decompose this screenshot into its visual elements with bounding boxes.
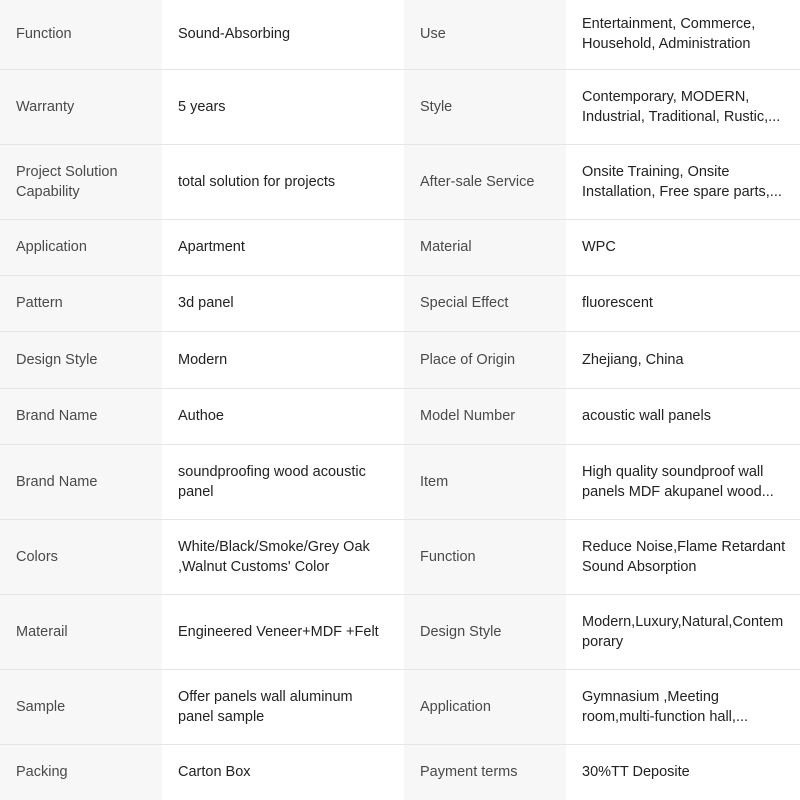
spec-value: fluorescent [566,275,800,331]
spec-label: Special Effect [404,275,566,331]
spec-value: Carton Box [162,744,404,800]
spec-label: Material [404,219,566,275]
spec-label: Packing [0,744,162,800]
spec-value: Offer panels wall aluminum panel sample [162,669,404,744]
table-row [0,744,800,800]
spec-value: 30%TT Deposite [566,744,800,800]
spec-label: Warranty [0,69,162,144]
table-row [0,444,800,519]
spec-value: total solution for projects [162,144,404,219]
spec-label: After-sale Service [404,144,566,219]
spec-label: Project Solution Capability [0,144,162,219]
spec-value: Contemporary, MODERN, Industrial, Traditional, Rustic,... [566,69,800,144]
spec-value: Reduce Noise,Flame Retardant Sound Absorption [566,519,800,594]
spec-label: Payment terms [404,744,566,800]
spec-value: 3d panel [162,275,404,331]
spec-value: Entertainment, Commerce, Household, Administration [566,0,800,69]
table-row [0,144,800,219]
table-row [0,669,800,744]
spec-label: Design Style [404,594,566,669]
spec-label: Brand Name [0,444,162,519]
spec-value: Apartment [162,219,404,275]
spec-value: WPC [566,219,800,275]
table-row [0,594,800,669]
spec-label: Design Style [0,331,162,388]
spec-label: Style [404,69,566,144]
spec-label: Item [404,444,566,519]
spec-value: High quality soundproof wall panels MDF akupanel wood... [566,444,800,519]
spec-label: Application [0,219,162,275]
table-row [0,0,800,69]
table-row [0,519,800,594]
table-row [0,388,800,444]
table-row [0,219,800,275]
spec-label: Colors [0,519,162,594]
spec-label: Model Number [404,388,566,444]
spec-label: Sample [0,669,162,744]
table-row [0,331,800,388]
spec-label: Place of Origin [404,331,566,388]
spec-label: Function [404,519,566,594]
spec-value: Gymnasium ,Meeting room,multi-function hall,... [566,669,800,744]
spec-value: Authoe [162,388,404,444]
spec-label: Function [0,0,162,69]
spec-value: Onsite Training, Onsite Installation, Free spare parts,... [566,144,800,219]
spec-value: 5 years [162,69,404,144]
spec-label: Pattern [0,275,162,331]
spec-value: acoustic wall panels [566,388,800,444]
spec-value: Modern [162,331,404,388]
spec-label: Brand Name [0,388,162,444]
table-row [0,69,800,144]
spec-value: Sound-Absorbing [162,0,404,69]
spec-value: Zhejiang, China [566,331,800,388]
spec-value: Engineered Veneer+MDF +Felt [162,594,404,669]
spec-label: Use [404,0,566,69]
spec-value: soundproofing wood acoustic panel [162,444,404,519]
table-row [0,275,800,331]
spec-label: Application [404,669,566,744]
spec-value: Modern,Luxury,Natural,Contemporary [566,594,800,669]
spec-value: White/Black/Smoke/Grey Oak ,Walnut Customs' Color [162,519,404,594]
spec-label: Materail [0,594,162,669]
